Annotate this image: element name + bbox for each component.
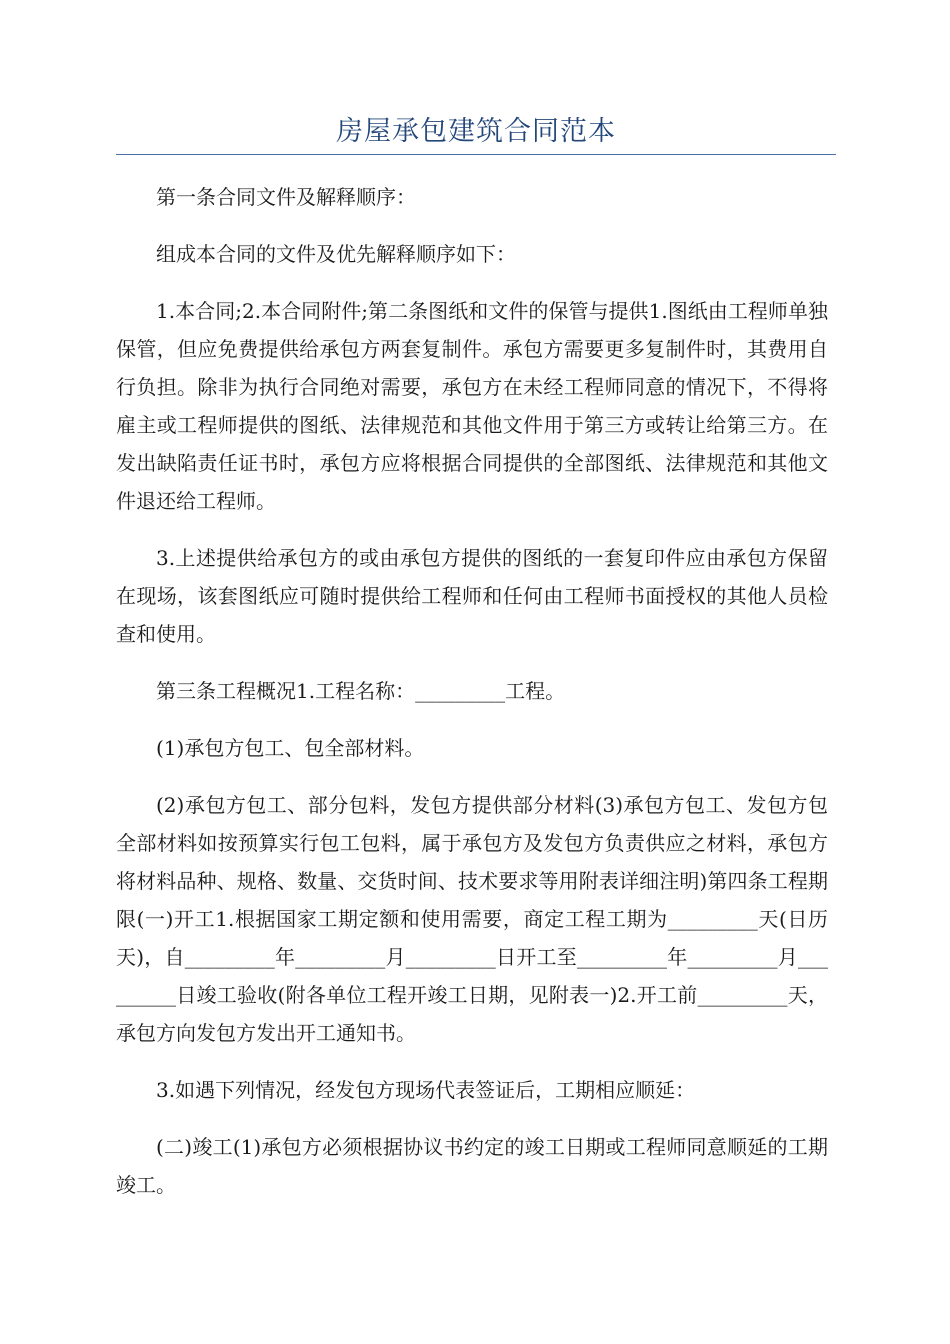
paragraph-9: (二)竣工(1)承包方必须根据协议书约定的竣工日期或工程师同意顺延的工期竣工。 (116, 1135, 828, 1197)
document-body (116, 178, 828, 1223)
paragraph-3: 1.本合同;2.本合同附件;第二条图纸和文件的保管与提供1.图纸由工程师单独保管，但应免费提供给承包方两套复制件。承包方需要更多复制件时，其费用自行负担。除非为执行合同绝对需要，承包方在未经工程师同意的情况下，不得将雇主或工程师提供的图纸、法律规范和其他文件用于第三方或转让给第三方。在发出缺陷责任证书时，承包方应将根据合同提供的全部图纸、法律规范和其他文件退还给工程师。 (116, 299, 828, 513)
paragraph-2: 组成本合同的文件及优先解释顺序如下： (156, 242, 516, 266)
title-underline (116, 154, 836, 155)
paragraph-5: 第三条工程概况1.工程名称：_________工程。 (156, 679, 566, 703)
paragraph-7: (2)承包方包工、部分包料，发包方提供部分材料(3)承包方包工、发包方包全部材料如按预算实行包工包料，属于承包方及发包方负责供应之材料，承包方将材料品种、规格、数量、交货时间、技术要求等用附表详细注明)第四条工程期限(一)开工1.根据国家工期定额和使用需要，商定工程工期为_________天(日历天)，自_________年_________月_________日开工至_________年_________月_________日竣工验收(附各单位工程开竣工日期，见附表一)2.开工前_________天，承包方向发包方发出开工通知书。 (116, 793, 828, 1045)
document-title: 房屋承包建筑合同范本 (336, 116, 616, 147)
paragraph-1: 第一条合同文件及解释顺序： (156, 185, 416, 209)
paragraph-4: 3.上述提供给承包方的或由承包方提供的图纸的一套复印件应由承包方保留在现场，该套图纸应可随时提供给工程师和任何由工程师书面授权的其他人员检查和使用。 (116, 546, 828, 646)
paragraph-8: 3.如遇下列情况，经发包方现场代表签证后，工期相应顺延： (156, 1078, 696, 1102)
paragraph-6: (1)承包方包工、包全部材料。 (156, 736, 425, 760)
